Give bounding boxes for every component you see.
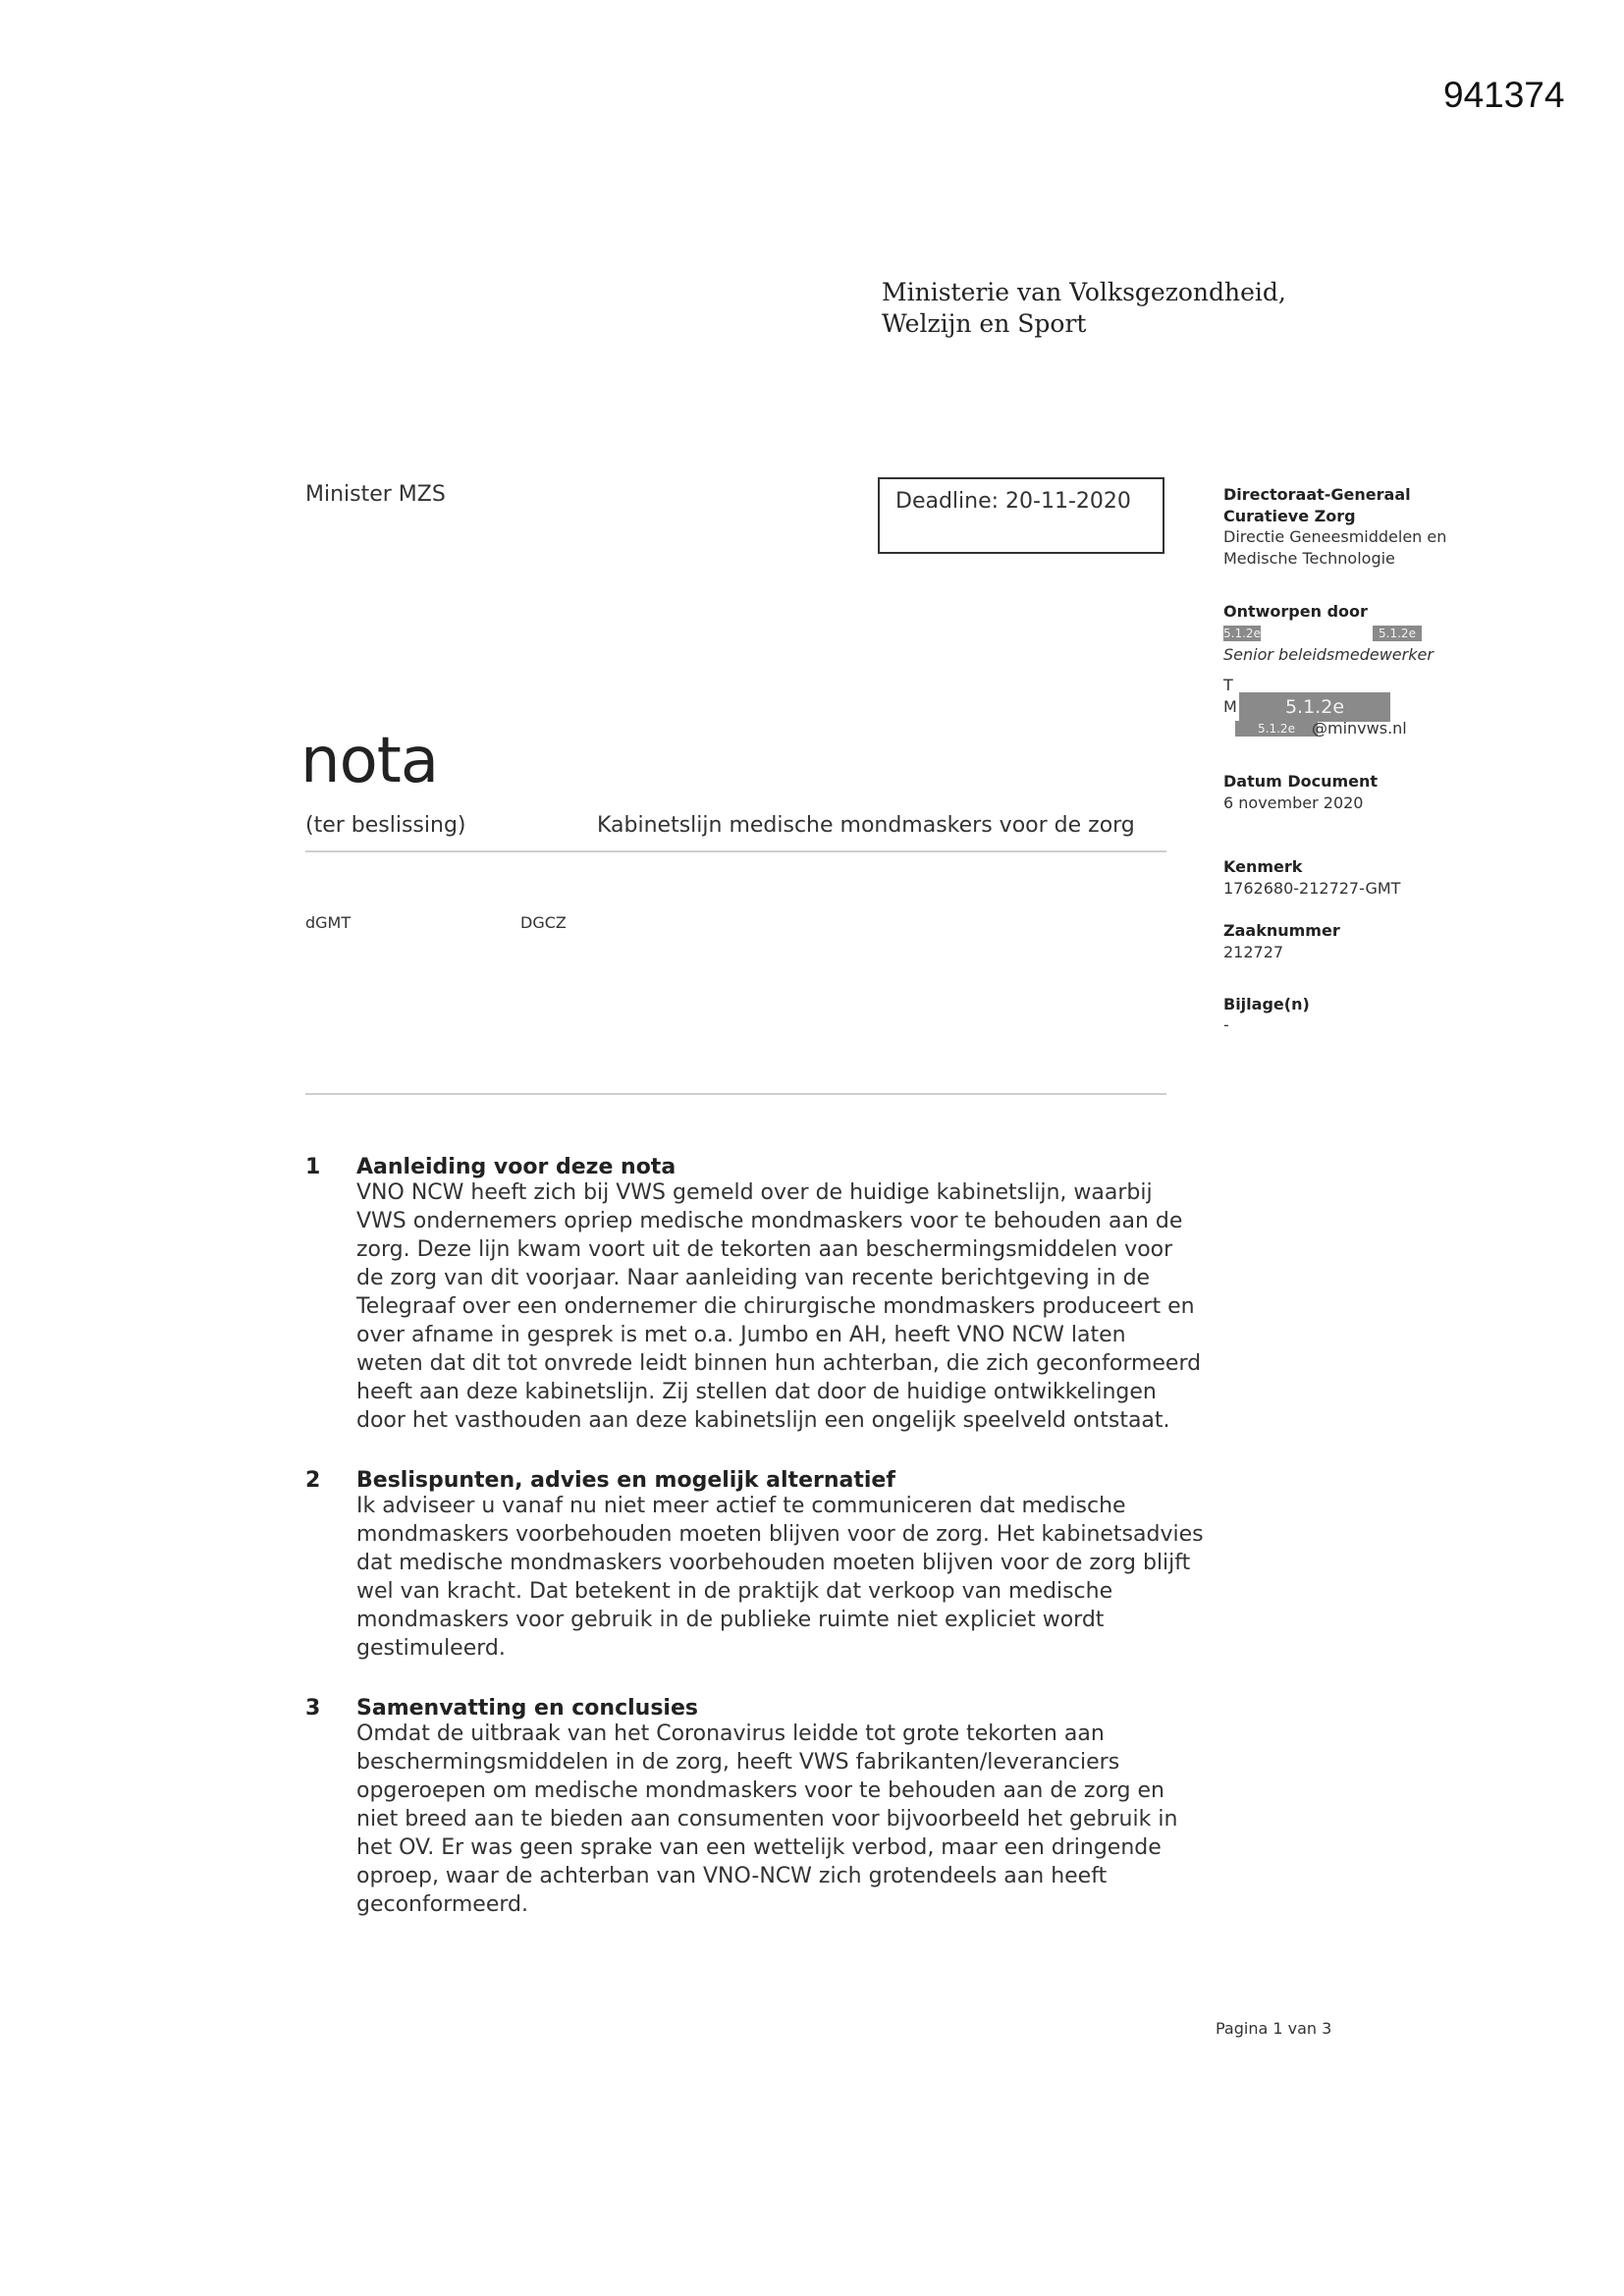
attachments-label: Bijlage(n) [1223, 995, 1310, 1013]
body-line: heeft aan deze kabinetslijn. Zij stellen dat door de huidige ontwikkelingen [356, 1380, 1157, 1404]
body-line: zorg. Deze lijn kwam voort uit de tekorten aan beschermingsmiddelen voor [356, 1237, 1173, 1262]
body-line: oproep, waar de achterban van VNO-NCW zich grotendeels aan heeft [356, 1864, 1108, 1888]
body-line: mondmaskers voorbehouden moeten blijven voor de zorg. Het kabinetsadvies [356, 1522, 1204, 1547]
redaction-block-email: 5.1.2e [1235, 721, 1318, 737]
body-line: dat medische mondmaskers voorbehouden moeten blijven voor de zorg blijft [356, 1551, 1191, 1575]
document-subject: Kabinetslijn medische mondmaskers voor de zorg [597, 813, 1135, 838]
author-redacted-row [1223, 625, 1449, 642]
document-title: nota [300, 725, 439, 797]
date-label: Datum Document [1223, 772, 1379, 791]
body-line: VWS ondernemers opriep medische mondmaskers voor te behouden aan de [356, 1209, 1183, 1233]
redaction-block-mobile: 5.1.2e [1239, 692, 1390, 722]
directorate-line1: Directie Geneesmiddelen en [1223, 527, 1447, 546]
body-line: het OV. Er was geen sprake van een wettelijk verbod, maar een dringende [356, 1835, 1162, 1860]
divider-top [305, 850, 1166, 852]
body-line: opgeroepen om medische mondmaskers voor te behouden aan de zorg en [356, 1778, 1164, 1803]
body-line: niet breed aan te bieden aan consumenten voor bijvoorbeeld het gebruik in [356, 1807, 1178, 1831]
body-line: wel van kracht. Dat betekent in de praktijk dat verkoop van medische [356, 1579, 1113, 1604]
document-number: 941374 [1443, 75, 1565, 115]
mobile-label: M [1223, 697, 1237, 716]
designed-by-label: Ontworpen door [1223, 602, 1368, 621]
section-number: 3 [305, 1696, 321, 1721]
reference-value: 1762680-212727-GMT [1223, 879, 1401, 898]
addressee: Minister MZS [305, 482, 446, 507]
dg-name-line1: Directoraat-Generaal [1223, 485, 1411, 504]
body-line: over afname in gesprek is met o.a. Jumbo en AH, heeft VNO NCW laten [356, 1323, 1126, 1347]
section-number: 1 [305, 1155, 321, 1179]
deadline-text: Deadline: 20-11-2020 [895, 489, 1131, 514]
case-number-label: Zaaknummer [1223, 921, 1340, 940]
section-heading: Aanleiding voor deze nota [356, 1155, 677, 1179]
case-number-value: 212727 [1223, 943, 1284, 961]
document-type: (ter beslissing) [305, 813, 466, 838]
routing-from: dGMT [305, 913, 352, 932]
routing-to: DGCZ [520, 913, 567, 932]
page-number: Pagina 1 van 3 [1216, 2019, 1332, 2038]
section-heading: Samenvatting en conclusies [356, 1696, 698, 1721]
author-role: Senior beleidsmedewerker [1223, 645, 1434, 664]
ministry-name-line1: Ministerie van Volksgezondheid, [882, 278, 1286, 306]
email-suffix: @minvws.nl [1312, 719, 1407, 738]
body-line: Omdat de uitbraak van het Coronavirus leidde tot grote tekorten aan [356, 1722, 1105, 1746]
section-body [356, 1178, 1211, 1435]
redaction-block: 5.1.2e [1223, 627, 1261, 640]
body-line: gestimuleerd. [356, 1636, 506, 1661]
phone-label: T [1223, 676, 1233, 694]
body-line: de zorg van dit voorjaar. Naar aanleiding van recente berichtgeving in de [356, 1266, 1151, 1290]
redaction-block: 5.1.2e [1373, 626, 1422, 641]
body-line: VNO NCW heeft zich bij VWS gemeld over de huidige kabinetslijn, waarbij [356, 1180, 1153, 1205]
body-line: door het vasthouden aan deze kabinetslijn een ongelijk speelveld ontstaat. [356, 1408, 1170, 1433]
body-line: Ik adviseer u vanaf nu niet meer actief te communiceren dat medische [356, 1494, 1126, 1518]
reference-label: Kenmerk [1223, 857, 1303, 876]
section-body [356, 1492, 1211, 1663]
date-value: 6 november 2020 [1223, 793, 1364, 812]
ministry-name-line2: Welzijn en Sport [882, 309, 1087, 338]
section-body [356, 1720, 1211, 1919]
attachments-value: - [1223, 1015, 1229, 1034]
section-heading: Beslispunten, advies en mogelijk alternatief [356, 1468, 895, 1493]
body-line: mondmaskers voor gebruik in de publieke ruimte niet expliciet wordt [356, 1608, 1105, 1632]
dg-name-line2: Curatieve Zorg [1223, 507, 1356, 525]
body-line: weten dat dit tot onvrede leidt binnen hun achterban, die zich geconformeerd [356, 1351, 1202, 1376]
divider-bottom [305, 1093, 1166, 1095]
section-number: 2 [305, 1468, 321, 1493]
body-line: Telegraaf over een ondernemer die chirurgische mondmaskers produceert en [356, 1294, 1195, 1319]
directorate-line2: Medische Technologie [1223, 549, 1395, 568]
body-line: geconformeerd. [356, 1892, 528, 1917]
body-line: beschermingsmiddelen in de zorg, heeft VWS fabrikanten/leveranciers [356, 1750, 1120, 1775]
